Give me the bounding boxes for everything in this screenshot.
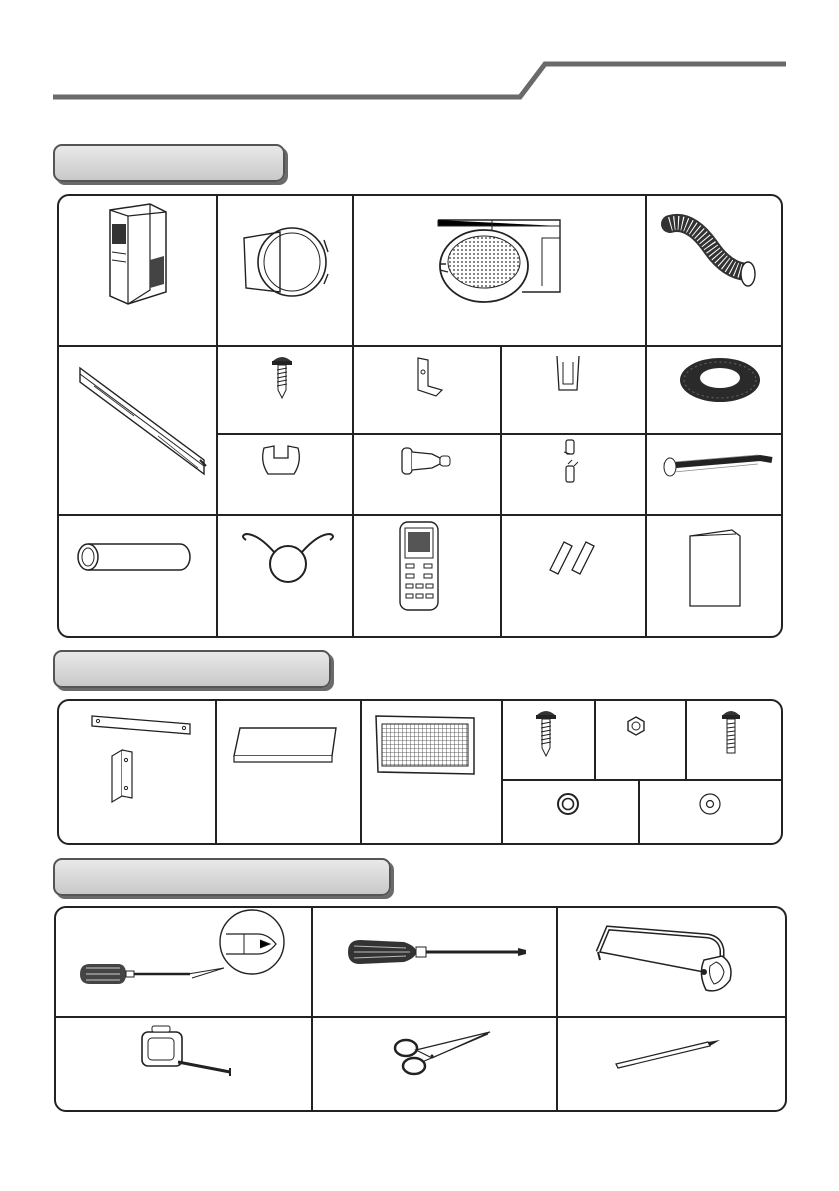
scissors-icon xyxy=(392,1028,494,1078)
hose-clamp-icon xyxy=(258,440,304,480)
bracket-l-icon xyxy=(412,356,446,398)
window-slider-panel-icon xyxy=(74,364,214,480)
flat-screwdriver-icon xyxy=(344,936,528,970)
spring-icon xyxy=(240,526,336,586)
drain-pipe-icon xyxy=(74,540,194,574)
screw-long-icon xyxy=(534,708,558,758)
flat-washer-icon xyxy=(698,792,722,816)
tape-measure-icon xyxy=(138,1024,238,1076)
bolt-icon xyxy=(720,708,742,756)
drain-connector-icon xyxy=(400,446,456,476)
window-kit-adapter-b-icon xyxy=(432,212,564,304)
holder-clip-icon xyxy=(553,354,583,394)
unit-body-icon xyxy=(98,200,178,308)
seal-strip-tape-icon xyxy=(660,452,776,478)
section-tab-accessories xyxy=(53,144,285,182)
batteries-icon xyxy=(546,536,602,574)
nut-icon xyxy=(626,716,646,736)
exhaust-hose-icon xyxy=(660,212,760,294)
foam-tape-roll-icon xyxy=(678,354,762,404)
screw-icon xyxy=(270,354,294,400)
hacksaw-icon xyxy=(592,914,738,998)
remote-control-icon xyxy=(398,520,440,612)
header-rule xyxy=(0,0,839,110)
manual-booklet-icon xyxy=(686,526,746,608)
section-tab-tools xyxy=(53,858,391,896)
board-icon xyxy=(232,726,340,766)
phillips-screwdriver-icon xyxy=(76,912,290,992)
spring-washer-icon xyxy=(556,792,580,816)
filter-screen-icon xyxy=(370,712,482,778)
mounting-brackets-icon xyxy=(88,712,198,802)
window-kit-adapter-a-icon xyxy=(240,226,336,302)
hook-fasteners-icon xyxy=(562,436,580,488)
section-tab-installation-parts xyxy=(53,650,331,688)
pencil-icon xyxy=(612,1038,724,1072)
